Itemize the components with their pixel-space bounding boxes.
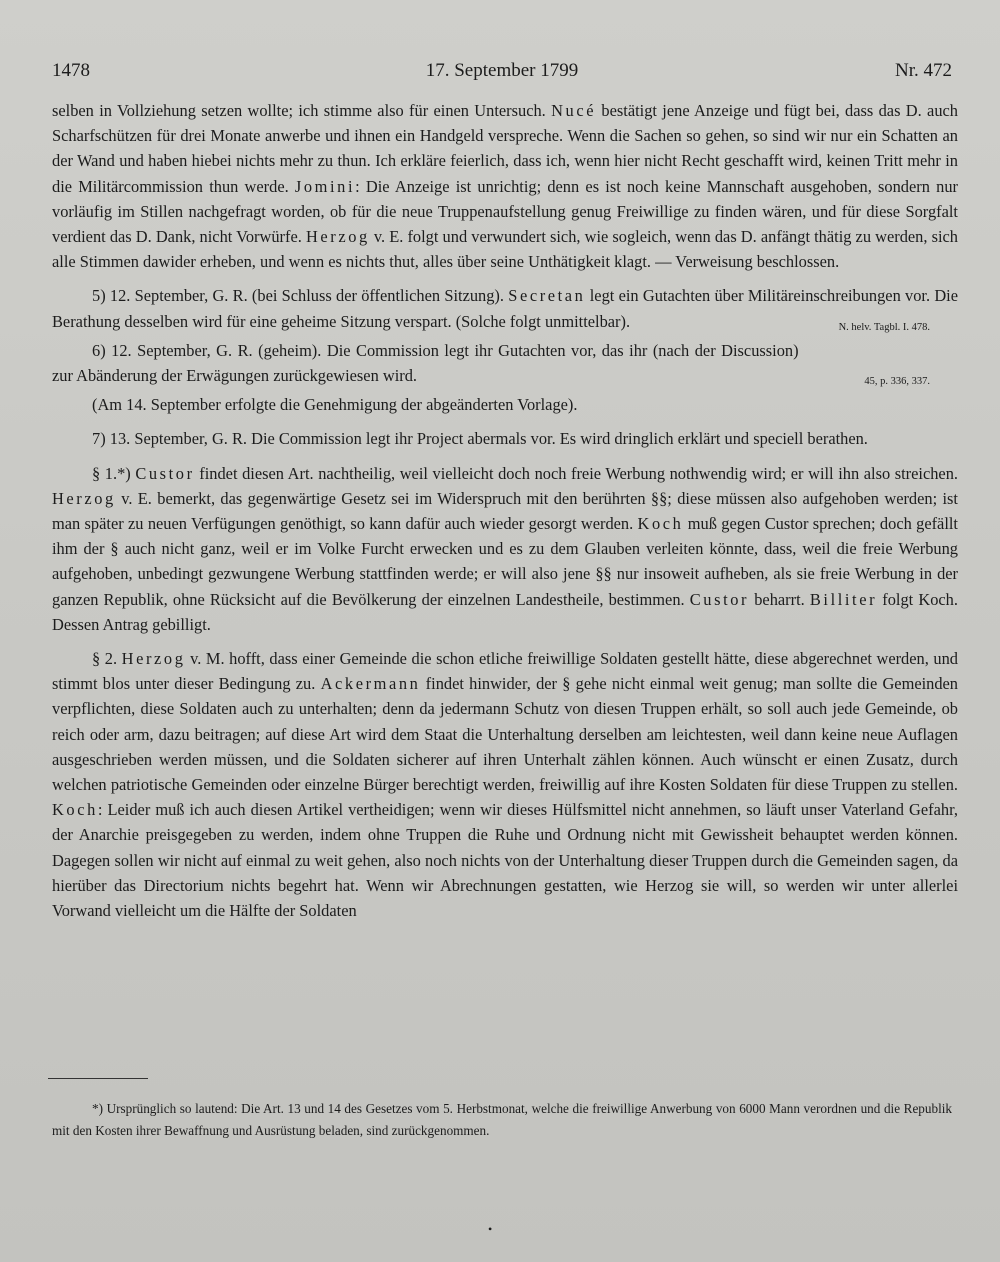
text-run: v. E. folgt und verwundert sich, wie sogleich, wenn das D. anfängt thätig zu werden, sich alle Stimmen dawider erheben, und wenn es nichts thut, alles über seine Unthätigkeit klagt. — Verweisung beschlossen. xyxy=(52,227,958,272)
speaker-name: Koch xyxy=(52,800,98,820)
paragraph-note: (Am 14. September erfolgte die Genehmigung der abgeänderten Vorlage). xyxy=(92,395,578,415)
text-run: 5) 12. September, G. R. (bei Schluss der öffentlichen Sitzung). xyxy=(92,286,509,306)
text-run: § 1.*) xyxy=(92,463,136,483)
text-run: selben in Vollziehung setzen wollte; ich stimme also für einen Untersuch. xyxy=(52,101,552,120)
page-header xyxy=(52,60,952,90)
source-reference: 45, p. 336, 337. xyxy=(864,376,930,388)
text-run: : Die Anzeige ist unrichtig; denn es ist noch keine Mannschaft ausgehoben, sondern nur vorläufig im Stillen nachgefragt worden, ob für die neue Truppenaufstellung genug Freiwillige zu finden wären, und für diese Sorgfalt verdient das D. Dank, nicht Vorwürfe. xyxy=(52,176,958,247)
page-number: 1478 xyxy=(52,60,90,81)
speaker-name: Herzog xyxy=(52,488,116,508)
text-run: findet hinwider, der § gehe nicht einmal weit genug; man sollte die Gemeinden verpflichten, diese Soldaten auch zu unterhalten; denn da jedermann Schutz von diesen Truppen erhält, so soll auch jede Gemeinde, ob reich oder arm, dazu beitragen; auf diese Art wird dem Staat die Unterhaltung derselben am leichtesten, weil dann keine neue Auflagen ausgeschrieben werden müssen, und die Soldaten sicherer auf ihren Unterhalt zählen können. Auch wünscht er einen Zusatz, durch welchen patriotische Gemeinden oder einzelne Bürger berechtigt werden, freiwillig auf ihre Kosten Soldaten für diese Truppen zu stellen. xyxy=(52,674,959,795)
text-run: v. E. bemerkt, das gegenwärtige Gesetz sei im Widerspruch mit den berührten §§; diese müssen also aufgehoben werden; ist man später zu neuen Verfügungen genöthigt, so kann dafür auch wieder gesorgt werden. xyxy=(52,488,958,534)
footnote xyxy=(52,1098,952,1141)
text-run: findet diesen Art. nachtheilig, weil vielleicht doch noch freie Werbung nothwendig wird; er will ihn also streichen. xyxy=(194,463,959,483)
text-run: 6) 12. September, G. R. (geheim). Die Commission legt ihr Gutachten vor, das ihr (nach der Discussion) zur Abänderung der Erwägungen zurückgewiesen wird. xyxy=(52,340,799,386)
paragraph-section-1 xyxy=(52,461,958,637)
footnote-separator xyxy=(48,1078,148,1079)
text-run: beharrt. xyxy=(749,589,810,609)
text-run: : Leider muß ich auch diesen Artikel vertheidigen; wenn wir dieses Hülfsmittel nicht annehmen, so läuft unser Vaterland Gefahr, der Anarchie preisgegeben zu werden, indem ohne Truppen die Ruhe und Ordnung nicht mit Gewissheit behauptet werden können. Dagegen sollen wir nicht auf einmal zu weit gehen, also noch nichts von der Unterhaltung dieser Truppen durch die Gemeinden sagen, da hierüber das Directorium nichts begehrt hat. Wenn wir Abrechnungen gestatten, wie Herzog sie will, so werden wir unter allerlei Vorwand vielleicht um die Hälfte der Soldaten xyxy=(52,800,958,921)
page-body xyxy=(52,98,958,932)
text-run: § 2. xyxy=(92,649,122,669)
speaker-name: Nucé xyxy=(551,101,597,120)
footnote-text: *) Ursprünglich so lautend: Die Art. 13 und 14 des Gesetzes vom 5. Herbstmonat, welche die freiwillige Anwerbung von 6000 Mann verordnen und die Republik mit den Kosten ihrer Bewaffnung und Ausrüstung beladen, sind zurückgenommen. xyxy=(52,1101,952,1138)
source-reference: N. helv. Tagbl. I. 478. xyxy=(838,321,930,333)
speaker-name: Jomini xyxy=(294,176,356,196)
bottom-mark: • xyxy=(488,1222,493,1236)
speaker-name: Secretan xyxy=(508,286,586,306)
speaker-name: Custor xyxy=(135,463,195,483)
paragraph-entry-5 xyxy=(52,283,958,333)
speaker-name: Herzog xyxy=(305,227,370,247)
speaker-name: Ackermann xyxy=(320,674,421,694)
paragraph-entry-6 xyxy=(52,338,958,388)
text-run: legt ein Gutachten über Militäreinschreibungen vor. Die Berathung desselben wird für eine geheime Sitzung verspart. (Solche folgt unmittelbar). xyxy=(52,286,959,331)
document-number: Nr. 472 xyxy=(895,60,952,81)
paragraph-continuation xyxy=(52,98,958,274)
text-run: bestätigt jene Anzeige und fügt bei, dass das D. auch Scharfschützen für drei Monate anwerbe und ihnen ein Handgeld verspreche. Wenn die Sachen so gehen, so sind wir nur ein Schatten an der Wand und haben hiebei nichts mehr zu thun. Ich erkläre feierlich, dass ich, wenn hier nicht Recht geschafft wird, keinen Tritt mehr in die Militärcommission thun werde. xyxy=(52,101,958,196)
text-run: muß gegen Custor sprechen; doch gefällt ihm der § auch nicht ganz, weil er im Volke Furcht erwecken und es zu dem Glauben verleiten könnte, dass, weil die freie Werbung aufgehoben, unbedingt gezwungene Werbung stattfinden werde; er will also jene §§ nur insoweit aufheben, als sie freie Werbung in der ganzen Republik, ohne Rücksicht auf die Bevölkerung der einzelnen Landestheile, bestimmen. xyxy=(52,514,958,609)
paragraph-section-2 xyxy=(52,646,958,923)
speaker-name: Herzog xyxy=(121,649,186,669)
speaker-name: Custor xyxy=(689,589,750,609)
page-date: 17. September 1799 xyxy=(425,60,579,81)
speaker-name: Billiter xyxy=(809,589,878,609)
speaker-name: Koch xyxy=(637,514,684,534)
text-run: folgt Koch. Dessen Antrag gebilligt. xyxy=(52,589,958,634)
paragraph-entry-7: 7) 13. September, G. R. Die Commission legt ihr Project abermals vor. Es wird dringlich erklärt und speciell berathen. xyxy=(92,429,868,449)
text-run: v. M. hofft, dass einer Gemeinde die schon etliche freiwillige Soldaten gestellt hätte, diese abgerechnet werden, und stimmt blos unter dieser Bedingung zu. xyxy=(52,649,958,694)
